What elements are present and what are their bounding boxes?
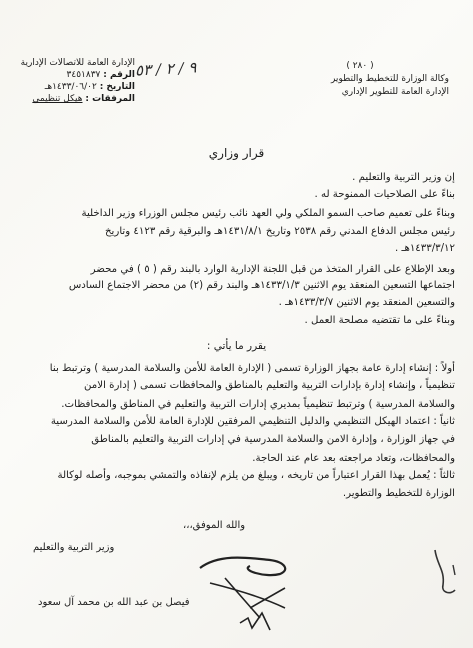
decides-heading: يقرر ما يأتي :: [206, 340, 267, 352]
article-line: ثانياً : اعتماد الهيكل التنظيمي والدليل التنظيمي المرفقين للإدارة العامة للأمن والسلامة المدرسية: [50, 416, 455, 427]
ref-value: ٣٤٥١٨٣٧: [66, 70, 101, 80]
body-line: رئيس مجلس الدفاع المدني رقم ٢٥٣٨ وتاريخ ١٤٣١/٨/١هـ والبرقية رقم ٤١٢٣ وتاريخ: [104, 226, 455, 237]
date-row: [10, 81, 135, 93]
date-label: التاريخ :: [99, 82, 135, 92]
ref-label: الرقم :: [103, 70, 135, 80]
handwritten-date: ٩ / ٢ / ٥٣: [134, 58, 197, 80]
signatory-title: وزير التربية والتعليم: [33, 542, 115, 553]
handwritten-annotation: [425, 545, 465, 600]
header-right-line1: وكالة الوزارة للتخطيط والتطوير: [330, 74, 449, 84]
article-line: ثالثاً : يُعمل بهذا القرار اعتباراً من تاريخه ، ويبلغ من يلزم لإنفاذه والتمشي بموجبه، وأصله لوكالة: [57, 470, 455, 481]
header-left-block: [10, 57, 135, 105]
document-title: قرار وزاري: [208, 146, 265, 160]
article-line: تنظيمياً ، وإنشاء إدارة بإدارات التربية والتعليم بالمناطق والمحافظات تسمى ( إدارة الامن: [84, 380, 455, 391]
body-line: بناءً على الصلاحيات الممنوحة له .: [314, 189, 455, 200]
article-line: الوزارة للتخطيط والتطوير.: [342, 488, 455, 499]
body-line: والتسعين المنعقد يوم الاثنين ١٤٣٣/٣/٧هـ .: [278, 297, 455, 308]
date-value: ١٤٣٣/٠٦/٠٢هـ: [44, 82, 97, 92]
article-line: في جهاز الوزارة ، وإدارة الامن والسلامة المدرسية في إدارات التربية والتعليم بالمناطق: [91, 434, 455, 445]
article-line: أولاً : إنشاء إدارة عامة بجهاز الوزارة تسمى ( الإدارة العامة للأمن والسلامة المدرسية ) وترتبط بنا: [49, 363, 455, 374]
body-line: وبناءً على ما تقتضيه مصلحة العمل .: [304, 315, 455, 326]
article-line: والسلامة المدرسية ) وترتبط تنظيمياً بمديري إدارات التربية والتعليم في المناطق والمحافظات.: [61, 399, 455, 410]
closing-greeting: والله الموفق،،،: [183, 520, 246, 531]
body-line: وبعد الإطلاع على القرار المتخذ من قبل اللجنة الإدارية الوارد بالبند رقم ( ٥ ) في محضر: [90, 264, 455, 275]
article-line: والمحافظات، وتعاد مراجعته بعد عام عند الحاجة.: [252, 453, 455, 464]
ref-row: [10, 69, 135, 81]
attachments-label: المرفقات :: [85, 94, 135, 104]
document-number: ( ٢٨٠ ): [346, 61, 374, 71]
header-left-line1: الإدارة العامة للاتصالات الإدارية: [20, 58, 135, 68]
body-line: وبناءً على تعميم صاحب السمو الملكي ولي العهد نائب رئيس مجلس الوزراء وزير الداخلية: [81, 208, 455, 219]
body-line: ١٤٣٣/٣/١٢هـ .: [394, 243, 455, 254]
body-line: اجتماعها التسعين المنعقد يوم الاثنين ١٤٣٣/١/٣هـ والبند رقم (٢) من محضر الاجتماع السادس: [68, 280, 455, 291]
attachments-row: [10, 93, 135, 105]
signatory-name: فيصل بن عبد الله بن محمد آل سعود: [38, 597, 190, 608]
handwritten-signature: [190, 548, 310, 638]
attachments-value: هيكل تنظيمي: [32, 94, 83, 104]
body-line: إن وزير التربية والتعليم .: [352, 172, 455, 183]
header-right-block: [331, 60, 449, 99]
header-right-line2: الإدارة العامة للتطوير الإداري: [341, 87, 449, 97]
